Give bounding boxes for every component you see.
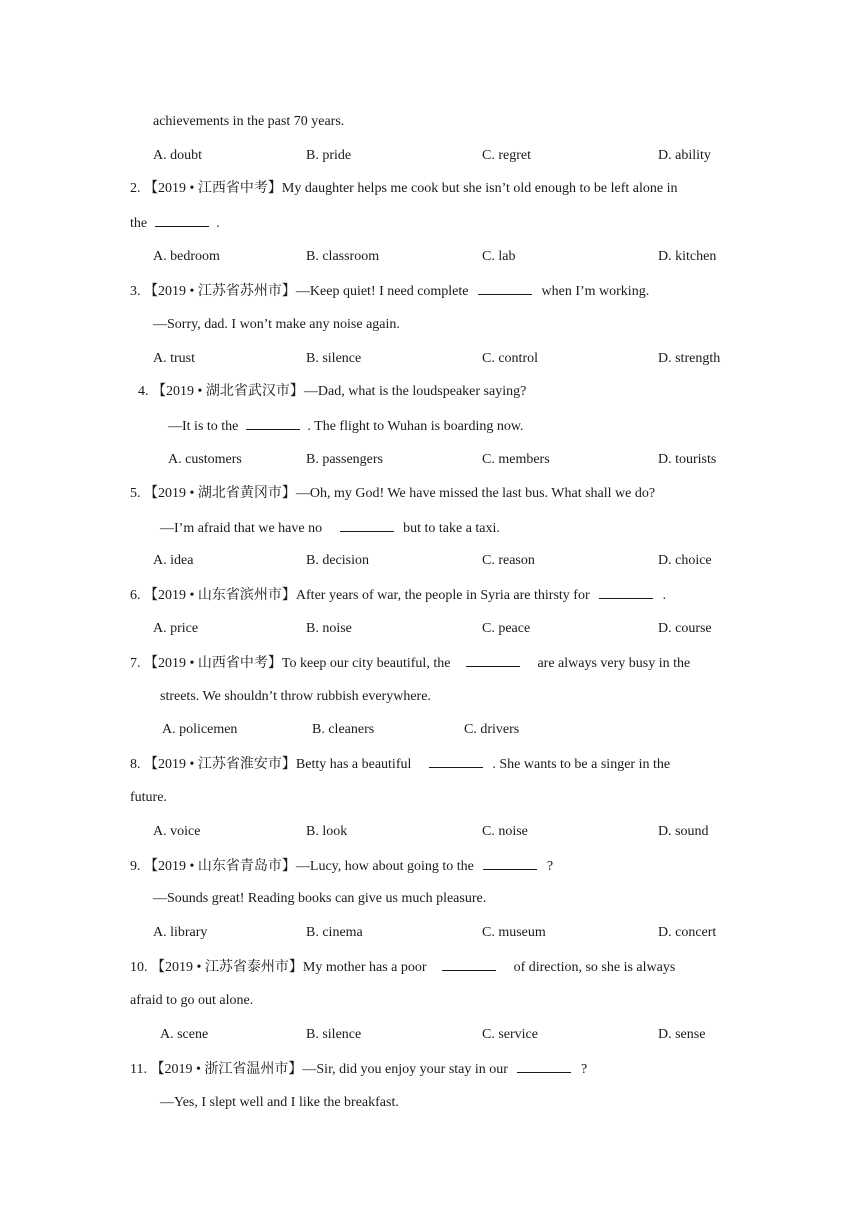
q9-option-a: A. library (153, 925, 208, 940)
q2-source: 【2019 • 江西省中考】 (144, 181, 282, 196)
q9-option-c: C. museum (482, 925, 546, 940)
q9-text-before: —Lucy, how about going to the (295, 859, 474, 874)
q7-answer-blank (466, 654, 520, 667)
q5-reply-after: but to take a taxi. (403, 521, 500, 536)
q3-stem (130, 282, 649, 301)
q2-option-c: C. lab (482, 249, 516, 264)
q9-source: 【2019 • 山东省青岛市】 (144, 859, 296, 874)
q8-option-d: D. sound (658, 824, 709, 839)
q5-reply-before: —I’m afraid that we have no (160, 521, 323, 536)
q5-stem (130, 485, 655, 503)
q3-reply: —Sorry, dad. I won’t make any noise again. (153, 317, 400, 332)
q3-source: 【2019 • 江苏省苏州市】 (144, 284, 296, 299)
q8-text-before: Betty has a beautiful (295, 757, 412, 772)
q5-reply (160, 519, 500, 538)
q2-answer-blank (155, 214, 209, 227)
q10-option-c: C. service (482, 1027, 538, 1042)
q10-stem-continuation: afraid to go out alone. (130, 993, 254, 1008)
q3-option-c: C. control (482, 351, 538, 366)
q6-option-c: C. peace (482, 621, 531, 636)
q9-text-after: ? (546, 859, 554, 874)
q11-reply: —Yes, I slept well and I like the breakfast. (160, 1095, 399, 1110)
q6-text-before: After years of war, the people in Syria are thirsty for (295, 588, 590, 603)
q7-option-b: B. cleaners (312, 722, 375, 737)
q6-answer-blank (599, 586, 653, 599)
q11-stem (130, 1060, 587, 1079)
q3-number: 3. (130, 284, 141, 299)
q7-option-c: C. drivers (464, 722, 520, 737)
q4-answer-blank (246, 417, 300, 430)
q5-option-d: D. choice (658, 553, 712, 568)
q5-source: 【2019 • 湖北省黄冈市】 (144, 486, 296, 501)
q3-text-before: —Keep quiet! I need complete (295, 284, 469, 299)
q5-option-c: C. reason (482, 553, 535, 568)
q10-option-d: D. sense (658, 1027, 706, 1042)
q7-source: 【2019 • 山西省中考】 (144, 656, 282, 671)
q7-stem-continuation: streets. We shouldn’t throw rubbish everywhere. (160, 689, 431, 704)
q8-number: 8. (130, 757, 141, 772)
q4-option-b: B. passengers (306, 452, 383, 467)
q4-number: 4. (138, 384, 149, 399)
q10-text-after: of direction, so she is always (513, 960, 676, 975)
q3-answer-blank (478, 282, 532, 295)
q4-option-d: D. tourists (658, 452, 717, 467)
q1-stem-continuation: achievements in the past 70 years. (153, 114, 345, 129)
q10-answer-blank (442, 958, 496, 971)
q4-option-a: A. customers (168, 452, 242, 467)
q2-option-a: A. bedroom (153, 249, 220, 264)
q5-option-a: A. idea (153, 553, 194, 568)
q7-text-before: To keep our city beautiful, the (281, 656, 451, 671)
q5-text: —Oh, my God! We have missed the last bus. What shall we do? (295, 486, 656, 501)
q6-option-b: B. noise (306, 621, 352, 636)
q6-number: 6. (130, 588, 141, 603)
q10-source: 【2019 • 江苏省泰州市】 (151, 960, 303, 975)
q8-stem (130, 755, 670, 774)
q8-source: 【2019 • 江苏省淮安市】 (144, 757, 296, 772)
q7-option-a: A. policemen (162, 722, 238, 737)
q8-stem-continuation: future. (130, 790, 167, 805)
q8-option-b: B. look (306, 824, 348, 839)
q7-text-after: are always very busy in the (537, 656, 691, 671)
q4-stem (138, 383, 526, 401)
q11-text-before: —Sir, did you enjoy your stay in our (302, 1062, 508, 1077)
q3-option-d: D. strength (658, 351, 721, 366)
q10-option-b: B. silence (306, 1027, 362, 1042)
q3-option-a: A. trust (153, 351, 195, 366)
q8-option-a: A. voice (153, 824, 201, 839)
q4-option-c: C. members (482, 452, 550, 467)
q6-text-after: . (662, 588, 667, 603)
q2-text: My daughter helps me cook but she isn’t old enough to be left alone in (281, 181, 678, 196)
q8-answer-blank (429, 755, 483, 768)
q2-cont-suffix: . (216, 216, 220, 231)
q11-source: 【2019 • 浙江省温州市】 (150, 1062, 303, 1077)
q8-text-after: . She wants to be a singer in the (492, 757, 671, 772)
q2-number: 2. (130, 181, 141, 196)
q2-stem (130, 180, 677, 198)
q9-reply: —Sounds great! Reading books can give us much pleasure. (153, 891, 487, 906)
q4-reply-before: —It is to the (168, 419, 239, 434)
q8-option-c: C. noise (482, 824, 528, 839)
q4-source: 【2019 • 湖北省武汉市】 (152, 384, 304, 399)
q9-stem (130, 857, 553, 876)
q2-option-b: B. classroom (306, 249, 380, 264)
q6-option-a: A. price (153, 621, 199, 636)
q11-answer-blank (517, 1060, 571, 1073)
q2-stem-continuation (130, 214, 220, 233)
q1-option-c: C. regret (482, 148, 531, 163)
q1-option-b: B. pride (306, 148, 352, 163)
q3-text-after: when I’m working. (541, 284, 650, 299)
q7-number: 7. (130, 656, 141, 671)
q11-text-after: ? (580, 1062, 588, 1077)
q4-reply-after: . The flight to Wuhan is boarding now. (307, 419, 524, 434)
q9-option-d: D. concert (658, 925, 717, 940)
q10-stem (130, 958, 675, 977)
q2-cont-prefix: the (130, 216, 148, 231)
q10-number: 10. (130, 960, 148, 975)
q6-stem (130, 586, 666, 605)
q9-answer-blank (483, 857, 537, 870)
q9-number: 9. (130, 859, 141, 874)
q4-reply (168, 417, 524, 436)
q6-option-d: D. course (658, 621, 712, 636)
q5-answer-blank (340, 519, 394, 532)
q1-option-a: A. doubt (153, 148, 202, 163)
q6-source: 【2019 • 山东省滨州市】 (144, 588, 296, 603)
q9-option-b: B. cinema (306, 925, 363, 940)
q11-number: 11. (130, 1062, 147, 1077)
q5-option-b: B. decision (306, 553, 369, 568)
q10-text-before: My mother has a poor (302, 960, 427, 975)
q7-stem (130, 654, 690, 673)
q2-option-d: D. kitchen (658, 249, 717, 264)
q5-number: 5. (130, 486, 141, 501)
q10-option-a: A. scene (160, 1027, 209, 1042)
q1-option-d: D. ability (658, 148, 711, 163)
q4-text: —Dad, what is the loudspeaker saying? (303, 384, 527, 399)
q3-option-b: B. silence (306, 351, 362, 366)
